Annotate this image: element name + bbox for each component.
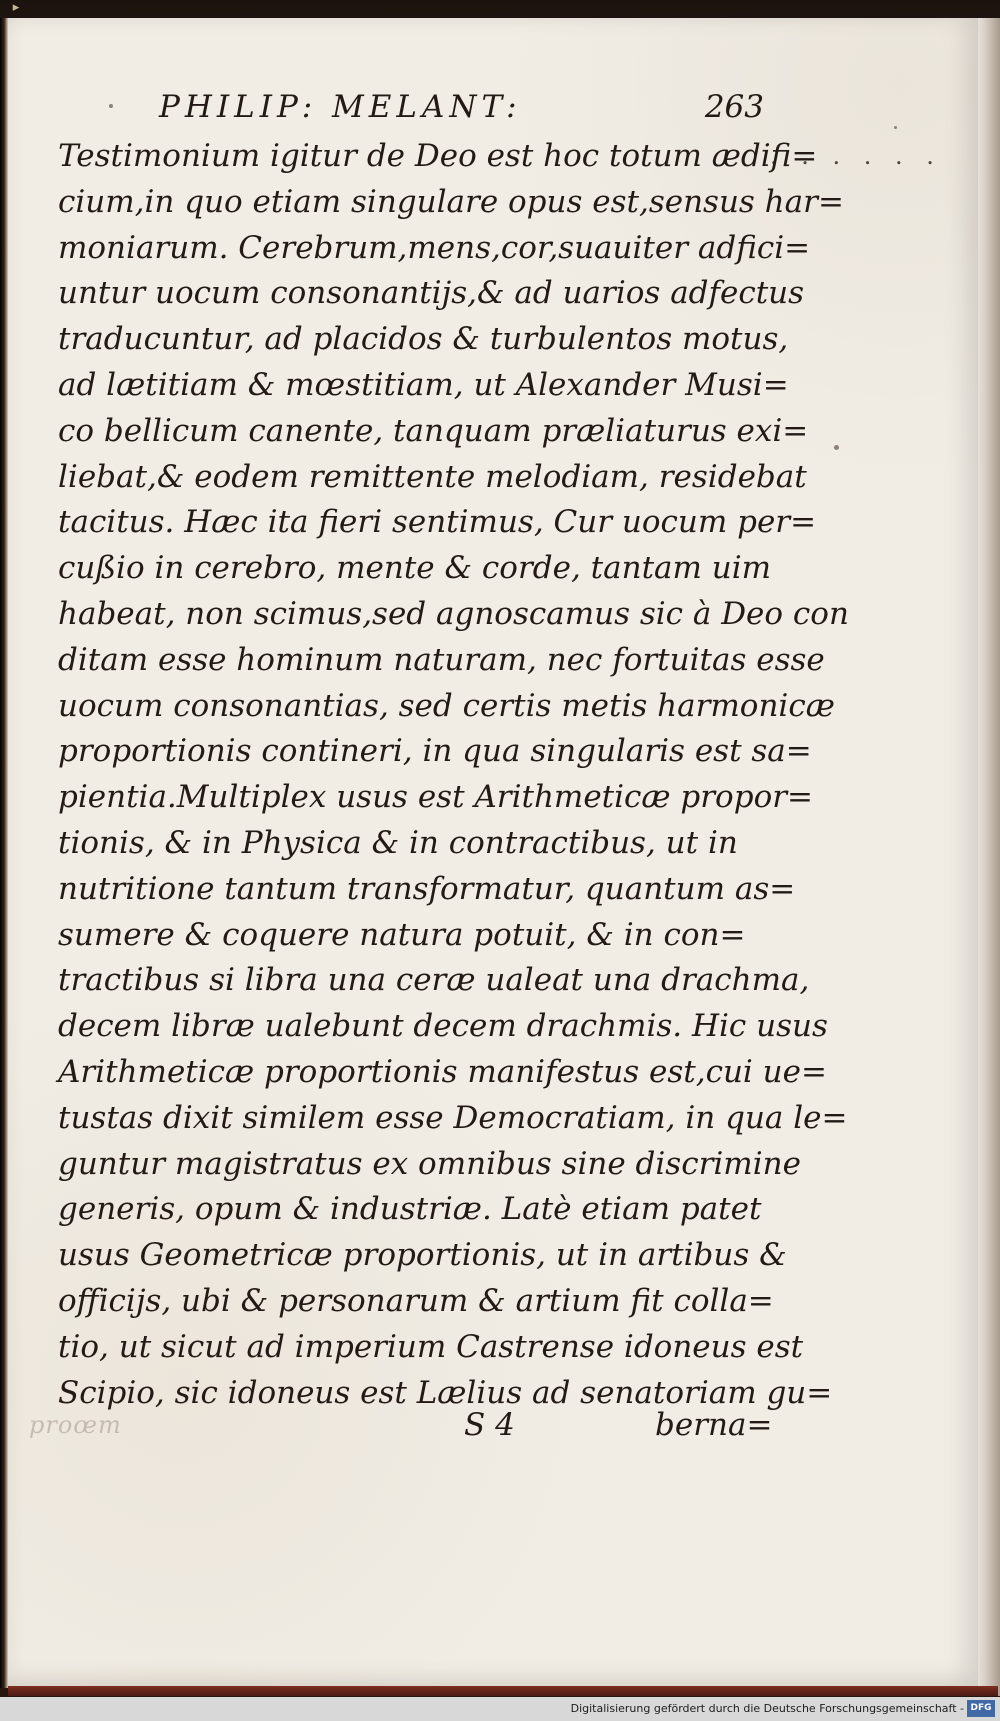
text-line: Arithmeticæ proportionis manifestus est,cui ue= [58, 1053, 827, 1090]
text-line: moniarum. Cerebrum,mens,cor,suauiter adfici= [58, 229, 811, 266]
text-line: usus Geometricæ proportionis, ut in artibus & [58, 1237, 787, 1274]
corner-mark-icon: ▸ [12, 0, 20, 15]
paper-speck [109, 104, 113, 108]
paper-speck [834, 445, 839, 450]
margin-dots: . . . . . . [770, 142, 942, 170]
text-line: liebat,& eodem remittente melodiam, residebat [58, 458, 807, 495]
binding-strip [0, 18, 8, 1688]
text-line: pientia.Multiplex usus est Arithmeticæ propor= [58, 779, 814, 816]
text-line: cium,in quo etiam singulare opus est,sensus har= [58, 183, 844, 220]
text-line: tustas dixit similem esse Democratiam, in qua le= [58, 1099, 848, 1136]
paper-speck [894, 126, 897, 129]
text-line: decem libræ ualebunt decem drachmis. Hic usus [58, 1008, 828, 1045]
text-line: untur uocum consonantijs,& ad uarios adfectus [58, 275, 805, 312]
text-line: cußio in cerebro, mente & corde, tantam uim [58, 550, 772, 587]
page-edge [978, 18, 1000, 1696]
text-line: officijs, ubi & personarum & artium fit colla= [58, 1282, 774, 1319]
text-line: tacitus. Hæc ita fieri sentimus, Cur uocum per= [58, 504, 817, 541]
text-line: tionis, & in Physica & in contractibus, ut in [58, 824, 738, 861]
text-line: Scipio, sic idoneus est Lælius ad senatoriam gu= [58, 1374, 833, 1411]
text-line: proportionis contineri, in qua singularis est sa= [58, 733, 812, 770]
text-line: Testimonium igitur de Deo est hoc totum ædifi= [58, 138, 818, 174]
text-line: traducuntur, ad placidos & turbulentos motus, [58, 321, 789, 358]
text-line: ditam esse hominum naturam, nec fortuitas esse [58, 641, 825, 678]
bleed-through-text: proœm [29, 1411, 122, 1439]
text-line: guntur magistratus ex omnibus sine discrimine [58, 1145, 801, 1182]
text-line: generis, opum & industriæ. Latè etiam patet [58, 1191, 762, 1228]
dfg-logo: DFG [967, 1700, 995, 1717]
catchword: berna= [655, 1407, 773, 1443]
running-head: PHILIP: MELANT: [159, 89, 522, 125]
signature-mark: S 4 [464, 1407, 515, 1443]
text-line: co bellicum canente, tanquam præliaturus exi= [58, 412, 809, 449]
text-line: uocum consonantias, sed certis metis harmonicæ [58, 687, 835, 724]
footer-credit: Digitalisierung gefördert durch die Deutsche Forschungsgemeinschaft - [570, 1702, 964, 1715]
text-line: tio, ut sicut ad imperium Castrense idoneus est [58, 1328, 804, 1365]
text-line: sumere & coquere natura potuit, & in con= [58, 916, 746, 953]
page-bottom-edge [8, 1686, 998, 1696]
text-line: tractibus si libra una ceræ ualeat una drachma, [58, 962, 810, 999]
body-text [58, 134, 849, 1416]
page-number: 263 [704, 89, 764, 125]
text-line: ad lætitiam & mœstitiam, ut Alexander Musi= [58, 366, 789, 403]
text-line: habeat, non scimus,sed agnoscamus sic à Deo con [58, 595, 849, 632]
text-line: nutritione tantum transformatur, quantum as= [58, 870, 796, 907]
